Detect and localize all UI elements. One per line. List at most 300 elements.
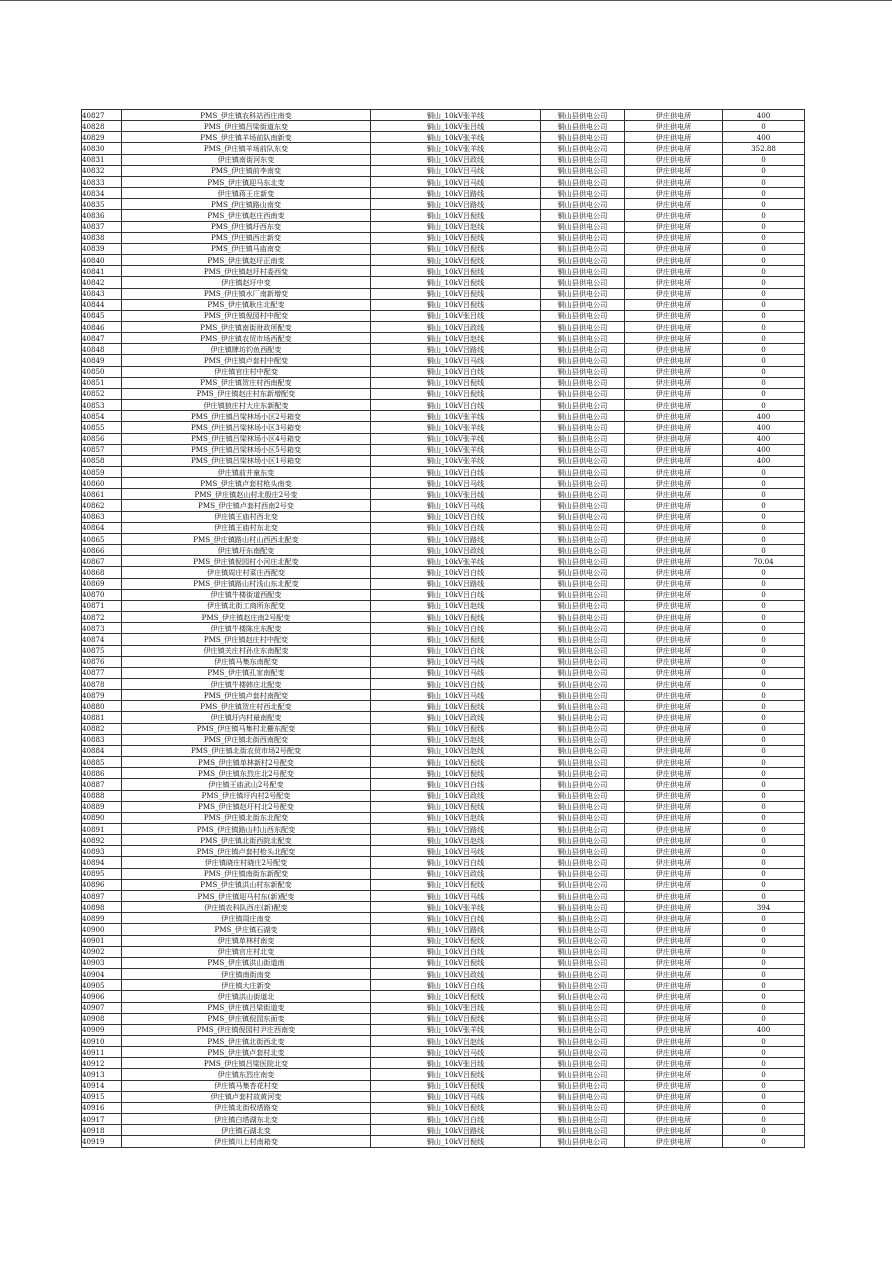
- transformer-name-cell: 伊庄镇关庄村孙庄东南配变: [122, 645, 371, 656]
- transformer-name-cell: PMS_伊庄镇卢套村中配变: [122, 355, 371, 366]
- station-cell: 伊庄供电所: [625, 935, 723, 946]
- transformer-name-cell: PMS_伊庄镇赵庄村东新增配变: [122, 388, 371, 399]
- capacity-cell: 400: [723, 110, 805, 121]
- table-row: [82, 400, 805, 411]
- transformer-name-cell: 伊庄镇农科队西庄(新)配变: [122, 902, 371, 913]
- feeder-line-cell: 铜山_10kV张羊线: [371, 433, 541, 444]
- station-cell: 伊庄供电所: [625, 612, 723, 623]
- table-row: [82, 667, 805, 678]
- company-cell: 铜山县供电公司: [541, 868, 625, 879]
- table-row: [82, 924, 805, 935]
- company-cell: 铜山县供电公司: [541, 422, 625, 433]
- company-cell: 铜山县供电公司: [541, 879, 625, 890]
- station-cell: 伊庄供电所: [625, 545, 723, 556]
- feeder-line-cell: 铜山_10kV张吕线: [371, 489, 541, 500]
- feeder-line-cell: 铜山_10kV吕赵线: [371, 812, 541, 823]
- station-cell: 伊庄供电所: [625, 478, 723, 489]
- capacity-cell: 0: [723, 545, 805, 556]
- station-cell: 伊庄供电所: [625, 467, 723, 478]
- company-cell: 铜山县供电公司: [541, 690, 625, 701]
- capacity-cell: 0: [723, 310, 805, 321]
- company-cell: 铜山县供电公司: [541, 199, 625, 210]
- capacity-cell: 0: [723, 1002, 805, 1013]
- table-row: [82, 388, 805, 399]
- transformer-name-cell: PMS_伊庄镇迎马东北变: [122, 176, 371, 187]
- table-row: [82, 678, 805, 689]
- table-row: [82, 210, 805, 221]
- table-row: [82, 377, 805, 388]
- row-id-cell: 40838: [82, 232, 122, 243]
- row-id-cell: 40853: [82, 400, 122, 411]
- capacity-cell: 0: [723, 678, 805, 689]
- row-id-cell: 40887: [82, 779, 122, 790]
- feeder-line-cell: 铜山_10kV张羊线: [371, 902, 541, 913]
- capacity-cell: 0: [723, 634, 805, 645]
- capacity-cell: 0: [723, 890, 805, 901]
- feeder-line-cell: 铜山_10kV吕政线: [371, 321, 541, 332]
- table-row: [82, 745, 805, 756]
- row-id-cell: 40906: [82, 991, 122, 1002]
- company-cell: 铜山县供电公司: [541, 600, 625, 611]
- company-cell: 铜山县供电公司: [541, 321, 625, 332]
- capacity-cell: 0: [723, 935, 805, 946]
- row-id-cell: 40892: [82, 835, 122, 846]
- table-row: [82, 110, 805, 121]
- transformer-name-cell: PMS_伊庄镇吕梁林场小区4号箱变: [122, 433, 371, 444]
- station-cell: 伊庄供电所: [625, 801, 723, 812]
- feeder-line-cell: 铜山_10kV吕赵线: [371, 835, 541, 846]
- station-cell: 伊庄供电所: [625, 768, 723, 779]
- table-row: [82, 344, 805, 355]
- capacity-cell: 0: [723, 612, 805, 623]
- row-id-cell: 40908: [82, 1013, 122, 1024]
- capacity-cell: 0: [723, 366, 805, 377]
- capacity-cell: 0: [723, 1047, 805, 1058]
- row-id-cell: 40899: [82, 913, 122, 924]
- capacity-cell: 0: [723, 868, 805, 879]
- transformer-name-cell: PMS_伊庄镇赵庄西南变: [122, 210, 371, 221]
- row-id-cell: 40897: [82, 890, 122, 901]
- feeder-line-cell: 铜山_10kV吕马线: [371, 478, 541, 489]
- transformer-name-cell: PMS_伊庄镇单林新村2号配变: [122, 757, 371, 768]
- row-id-cell: 40885: [82, 757, 122, 768]
- station-cell: 伊庄供电所: [625, 110, 723, 121]
- company-cell: 铜山县供电公司: [541, 110, 625, 121]
- transformer-name-cell: PMS_伊庄镇卢套村南配变: [122, 690, 371, 701]
- capacity-cell: 0: [723, 812, 805, 823]
- row-id-cell: 40883: [82, 734, 122, 745]
- transformer-name-cell: PMS_伊庄镇石湖变: [122, 924, 371, 935]
- table-row: [82, 734, 805, 745]
- company-cell: 铜山县供电公司: [541, 1114, 625, 1125]
- capacity-cell: 0: [723, 210, 805, 221]
- table-row: [82, 957, 805, 968]
- station-cell: 伊庄供电所: [625, 913, 723, 924]
- feeder-line-cell: 铜山_10kV吕白线: [371, 678, 541, 689]
- table-row: [82, 199, 805, 210]
- capacity-cell: 0: [723, 165, 805, 176]
- table-row: [82, 835, 805, 846]
- table-row: [82, 121, 805, 132]
- table-row: [82, 612, 805, 623]
- transformer-table-body: [82, 110, 805, 1148]
- station-cell: 伊庄供电所: [625, 1080, 723, 1091]
- station-cell: 伊庄供电所: [625, 600, 723, 611]
- transformer-name-cell: 伊庄镇晓庄村晓庄2号配变: [122, 857, 371, 868]
- capacity-cell: 0: [723, 645, 805, 656]
- capacity-cell: 0: [723, 957, 805, 968]
- company-cell: 铜山县供电公司: [541, 154, 625, 165]
- capacity-cell: 0: [723, 857, 805, 868]
- table-row: [82, 1114, 805, 1125]
- company-cell: 铜山县供电公司: [541, 645, 625, 656]
- transformer-name-cell: 伊庄镇圩东南配变: [122, 545, 371, 556]
- capacity-cell: 394: [723, 902, 805, 913]
- row-id-cell: 40913: [82, 1069, 122, 1080]
- station-cell: 伊庄供电所: [625, 879, 723, 890]
- capacity-cell: 0: [723, 1125, 805, 1136]
- capacity-cell: 0: [723, 288, 805, 299]
- station-cell: 伊庄供电所: [625, 199, 723, 210]
- transformer-name-cell: PMS_伊庄镇卢套村北变: [122, 1047, 371, 1058]
- feeder-line-cell: 铜山_10kV吕倪线: [371, 768, 541, 779]
- capacity-cell: 0: [723, 969, 805, 980]
- transformer-name-cell: PMS_伊庄镇倪园东面变: [122, 1013, 371, 1024]
- transformer-name-cell: PMS_伊庄镇倪园村中配变: [122, 310, 371, 321]
- station-cell: 伊庄供电所: [625, 1058, 723, 1069]
- capacity-cell: 0: [723, 243, 805, 254]
- company-cell: 铜山县供电公司: [541, 846, 625, 857]
- company-cell: 铜山县供电公司: [541, 132, 625, 143]
- feeder-line-cell: 铜山_10kV吕倪线: [371, 255, 541, 266]
- row-id-cell: 40893: [82, 846, 122, 857]
- row-id-cell: 40846: [82, 321, 122, 332]
- capacity-cell: 0: [723, 266, 805, 277]
- transformer-name-cell: PMS_伊庄镇倪园村尹庄西南变: [122, 1024, 371, 1035]
- feeder-line-cell: 铜山_10kV张羊线: [371, 1024, 541, 1035]
- table-row: [82, 868, 805, 879]
- transformer-name-cell: 伊庄镇单林村南变: [122, 935, 371, 946]
- company-cell: 铜山县供电公司: [541, 667, 625, 678]
- feeder-line-cell: 铜山_10kV吕马线: [371, 500, 541, 511]
- company-cell: 铜山县供电公司: [541, 467, 625, 478]
- row-id-cell: 40900: [82, 924, 122, 935]
- station-cell: 伊庄供电所: [625, 277, 723, 288]
- company-cell: 铜山县供电公司: [541, 801, 625, 812]
- transformer-name-cell: PMS_伊庄镇吕梁街道东变: [122, 121, 371, 132]
- capacity-cell: 400: [723, 455, 805, 466]
- table-row: [82, 511, 805, 522]
- capacity-cell: 0: [723, 835, 805, 846]
- table-row: [82, 701, 805, 712]
- transformer-name-cell: PMS_伊庄镇水厂南新增变: [122, 288, 371, 299]
- company-cell: 铜山县供电公司: [541, 634, 625, 645]
- feeder-line-cell: 铜山_10kV吕白线: [371, 589, 541, 600]
- feeder-line-cell: 铜山_10kV吕政线: [371, 712, 541, 723]
- transformer-name-cell: PMS_伊庄镇赵圩正南变: [122, 255, 371, 266]
- company-cell: 铜山县供电公司: [541, 455, 625, 466]
- capacity-cell: 0: [723, 344, 805, 355]
- capacity-cell: 0: [723, 701, 805, 712]
- feeder-line-cell: 铜山_10kV吕白线: [371, 645, 541, 656]
- feeder-line-cell: 铜山_10kV吕马线: [371, 846, 541, 857]
- station-cell: 伊庄供电所: [625, 857, 723, 868]
- transformer-name-cell: 伊庄镇北街权塔路变: [122, 1102, 371, 1113]
- company-cell: 铜山县供电公司: [541, 388, 625, 399]
- station-cell: 伊庄供电所: [625, 288, 723, 299]
- company-cell: 铜山县供电公司: [541, 1091, 625, 1102]
- transformer-name-cell: PMS_伊庄镇洪山村东新配变: [122, 879, 371, 890]
- feeder-line-cell: 铜山_10kV张吕线: [371, 1058, 541, 1069]
- row-id-cell: 40896: [82, 879, 122, 890]
- station-cell: 伊庄供电所: [625, 734, 723, 745]
- feeder-line-cell: 铜山_10kV吕马线: [371, 690, 541, 701]
- company-cell: 铜山县供电公司: [541, 344, 625, 355]
- transformer-name-cell: PMS_伊庄镇吕梁林场小区5号箱变: [122, 444, 371, 455]
- table-row: [82, 567, 805, 578]
- transformer-name-cell: PMS_伊庄镇路山南变: [122, 199, 371, 210]
- transformer-name-cell: PMS_伊庄镇马集村北栅东配变: [122, 723, 371, 734]
- row-id-cell: 40871: [82, 600, 122, 611]
- row-id-cell: 40902: [82, 946, 122, 957]
- table-row: [82, 522, 805, 533]
- transformer-name-cell: PMS_伊庄镇赵庄村中配变: [122, 634, 371, 645]
- company-cell: 铜山县供电公司: [541, 266, 625, 277]
- feeder-line-cell: 铜山_10kV吕政线: [371, 790, 541, 801]
- station-cell: 伊庄供电所: [625, 411, 723, 422]
- company-cell: 铜山县供电公司: [541, 522, 625, 533]
- capacity-cell: 0: [723, 790, 805, 801]
- capacity-cell: 0: [723, 489, 805, 500]
- station-cell: 伊庄供电所: [625, 444, 723, 455]
- transformer-name-cell: PMS_伊庄镇路山村山西东配变: [122, 824, 371, 835]
- station-cell: 伊庄供电所: [625, 188, 723, 199]
- table-row: [82, 801, 805, 812]
- company-cell: 铜山县供电公司: [541, 857, 625, 868]
- company-cell: 铜山县供电公司: [541, 678, 625, 689]
- feeder-line-cell: 铜山_10kV吕白线: [371, 946, 541, 957]
- transformer-name-cell: 伊庄镇东烈庄南变: [122, 1069, 371, 1080]
- capacity-cell: 0: [723, 1091, 805, 1102]
- company-cell: 铜山县供电公司: [541, 589, 625, 600]
- row-id-cell: 40895: [82, 868, 122, 879]
- capacity-cell: 0: [723, 745, 805, 756]
- row-id-cell: 40842: [82, 277, 122, 288]
- table-row: [82, 533, 805, 544]
- transformer-name-cell: PMS_伊庄镇北街西院北配变: [122, 835, 371, 846]
- company-cell: 铜山县供电公司: [541, 980, 625, 991]
- capacity-cell: 0: [723, 533, 805, 544]
- capacity-cell: 0: [723, 723, 805, 734]
- company-cell: 铜山县供电公司: [541, 957, 625, 968]
- station-cell: 伊庄供电所: [625, 1002, 723, 1013]
- transformer-name-cell: 伊庄镇牌坊钓鱼西配变: [122, 344, 371, 355]
- transformer-name-cell: PMS_伊庄镇吕梁林场小区3号箱变: [122, 422, 371, 433]
- feeder-line-cell: 铜山_10kV张羊线: [371, 455, 541, 466]
- row-id-cell: 40837: [82, 221, 122, 232]
- table-row: [82, 500, 805, 511]
- row-id-cell: 40882: [82, 723, 122, 734]
- table-row: [82, 366, 805, 377]
- feeder-line-cell: 铜山_10kV吕路线: [371, 344, 541, 355]
- table-row: [82, 645, 805, 656]
- row-id-cell: 40873: [82, 623, 122, 634]
- row-id-cell: 40880: [82, 701, 122, 712]
- feeder-line-cell: 铜山_10kV吕政线: [371, 969, 541, 980]
- company-cell: 铜山县供电公司: [541, 991, 625, 1002]
- feeder-line-cell: 铜山_10kV吕马线: [371, 890, 541, 901]
- feeder-line-cell: 铜山_10kV吕白线: [371, 913, 541, 924]
- capacity-cell: 0: [723, 913, 805, 924]
- row-id-cell: 40884: [82, 745, 122, 756]
- feeder-line-cell: 铜山_10kV吕赵线: [371, 734, 541, 745]
- station-cell: 伊庄供电所: [625, 321, 723, 332]
- transformer-name-cell: 伊庄镇卢套村故黄河变: [122, 1091, 371, 1102]
- feeder-line-cell: 铜山_10kV吕倪线: [371, 266, 541, 277]
- company-cell: 铜山县供电公司: [541, 712, 625, 723]
- row-id-cell: 40829: [82, 132, 122, 143]
- station-cell: 伊庄供电所: [625, 377, 723, 388]
- table-row: [82, 165, 805, 176]
- company-cell: 铜山县供电公司: [541, 500, 625, 511]
- row-id-cell: 40890: [82, 812, 122, 823]
- row-id-cell: 40904: [82, 969, 122, 980]
- capacity-cell: 0: [723, 946, 805, 957]
- row-id-cell: 40891: [82, 824, 122, 835]
- feeder-line-cell: 铜山_10kV吕白线: [371, 511, 541, 522]
- transformer-name-cell: PMS_伊庄镇吕梁街道变: [122, 1002, 371, 1013]
- transformer-name-cell: PMS_伊庄镇吕梁林场小区2号箱变: [122, 411, 371, 422]
- capacity-cell: 0: [723, 511, 805, 522]
- row-id-cell: 40836: [82, 210, 122, 221]
- feeder-line-cell: 铜山_10kV吕赵线: [371, 1035, 541, 1046]
- transformer-name-cell: PMS_伊庄镇北街西南配变: [122, 734, 371, 745]
- capacity-cell: 0: [723, 600, 805, 611]
- transformer-table: [81, 109, 805, 1148]
- company-cell: 铜山县供电公司: [541, 812, 625, 823]
- station-cell: 伊庄供电所: [625, 991, 723, 1002]
- transformer-name-cell: PMS_伊庄镇南街东新配变: [122, 868, 371, 879]
- row-id-cell: 40862: [82, 500, 122, 511]
- company-cell: 铜山县供电公司: [541, 255, 625, 266]
- company-cell: 铜山县供电公司: [541, 232, 625, 243]
- station-cell: 伊庄供电所: [625, 1069, 723, 1080]
- feeder-line-cell: 铜山_10kV吕白线: [371, 467, 541, 478]
- station-cell: 伊庄供电所: [625, 779, 723, 790]
- row-id-cell: 40832: [82, 165, 122, 176]
- company-cell: 铜山县供电公司: [541, 210, 625, 221]
- table-row: [82, 902, 805, 913]
- feeder-line-cell: 铜山_10kV张吕线: [371, 1002, 541, 1013]
- transformer-name-cell: PMS_伊庄镇路山村山西西北配变: [122, 533, 371, 544]
- station-cell: 伊庄供电所: [625, 980, 723, 991]
- company-cell: 铜山县供电公司: [541, 1013, 625, 1024]
- station-cell: 伊庄供电所: [625, 210, 723, 221]
- company-cell: 铜山县供电公司: [541, 243, 625, 254]
- row-id-cell: 40851: [82, 377, 122, 388]
- capacity-cell: 0: [723, 879, 805, 890]
- table-row: [82, 299, 805, 310]
- station-cell: 伊庄供电所: [625, 1024, 723, 1035]
- station-cell: 伊庄供电所: [625, 712, 723, 723]
- row-id-cell: 40852: [82, 388, 122, 399]
- table-row: [82, 779, 805, 790]
- company-cell: 铜山县供电公司: [541, 400, 625, 411]
- station-cell: 伊庄供电所: [625, 824, 723, 835]
- company-cell: 铜山县供电公司: [541, 890, 625, 901]
- top-border-line: [0, 0, 892, 1]
- capacity-cell: 0: [723, 768, 805, 779]
- station-cell: 伊庄供电所: [625, 132, 723, 143]
- station-cell: 伊庄供电所: [625, 366, 723, 377]
- transformer-name-cell: 伊庄镇王庙村西北变: [122, 511, 371, 522]
- feeder-line-cell: 铜山_10kV吕倪线: [371, 1069, 541, 1080]
- table-row: [82, 913, 805, 924]
- table-row: [82, 232, 805, 243]
- station-cell: 伊庄供电所: [625, 1125, 723, 1136]
- feeder-line-cell: 铜山_10kV吕倪线: [371, 1102, 541, 1113]
- feeder-line-cell: 铜山_10kV吕白线: [371, 567, 541, 578]
- company-cell: 铜山县供电公司: [541, 824, 625, 835]
- capacity-cell: 0: [723, 846, 805, 857]
- company-cell: 铜山县供电公司: [541, 444, 625, 455]
- station-cell: 伊庄供电所: [625, 846, 723, 857]
- feeder-line-cell: 铜山_10kV张吕线: [371, 121, 541, 132]
- table-row: [82, 277, 805, 288]
- table-row: [82, 433, 805, 444]
- transformer-name-cell: 伊庄镇周庄村菜庄西配变: [122, 567, 371, 578]
- row-id-cell: 40835: [82, 199, 122, 210]
- transformer-name-cell: PMS_伊庄镇孔家南配变: [122, 667, 371, 678]
- table-row: [82, 656, 805, 667]
- company-cell: 铜山县供电公司: [541, 533, 625, 544]
- station-cell: 伊庄供电所: [625, 489, 723, 500]
- station-cell: 伊庄供电所: [625, 723, 723, 734]
- transformer-name-cell: PMS_伊庄镇卢套村枪头北配变: [122, 846, 371, 857]
- row-id-cell: 40834: [82, 188, 122, 199]
- row-id-cell: 40903: [82, 957, 122, 968]
- table-row: [82, 455, 805, 466]
- capacity-cell: 0: [723, 176, 805, 187]
- table-row: [82, 1024, 805, 1035]
- capacity-cell: 0: [723, 522, 805, 533]
- feeder-line-cell: 铜山_10kV吕白线: [371, 366, 541, 377]
- table-row: [82, 1035, 805, 1046]
- transformer-name-cell: 伊庄镇马集东南配变: [122, 656, 371, 667]
- transformer-name-cell: PMS_伊庄镇前李南变: [122, 165, 371, 176]
- transformer-name-cell: 伊庄镇前井童东变: [122, 467, 371, 478]
- row-id-cell: 40860: [82, 478, 122, 489]
- feeder-line-cell: 铜山_10kV张羊线: [371, 143, 541, 154]
- feeder-line-cell: 铜山_10kV吕倪线: [371, 634, 541, 645]
- capacity-cell: 0: [723, 232, 805, 243]
- transformer-name-cell: PMS_伊庄镇赵庄南2号配变: [122, 612, 371, 623]
- station-cell: 伊庄供电所: [625, 455, 723, 466]
- row-id-cell: 40848: [82, 344, 122, 355]
- company-cell: 铜山县供电公司: [541, 757, 625, 768]
- station-cell: 伊庄供电所: [625, 1013, 723, 1024]
- capacity-cell: 0: [723, 623, 805, 634]
- table-row: [82, 600, 805, 611]
- table-row: [82, 132, 805, 143]
- row-id-cell: 40828: [82, 121, 122, 132]
- company-cell: 铜山县供电公司: [541, 734, 625, 745]
- station-cell: 伊庄供电所: [625, 623, 723, 634]
- transformer-name-cell: 伊庄镇石湖北变: [122, 1125, 371, 1136]
- company-cell: 铜山县供电公司: [541, 377, 625, 388]
- row-id-cell: 40831: [82, 154, 122, 165]
- capacity-cell: 0: [723, 589, 805, 600]
